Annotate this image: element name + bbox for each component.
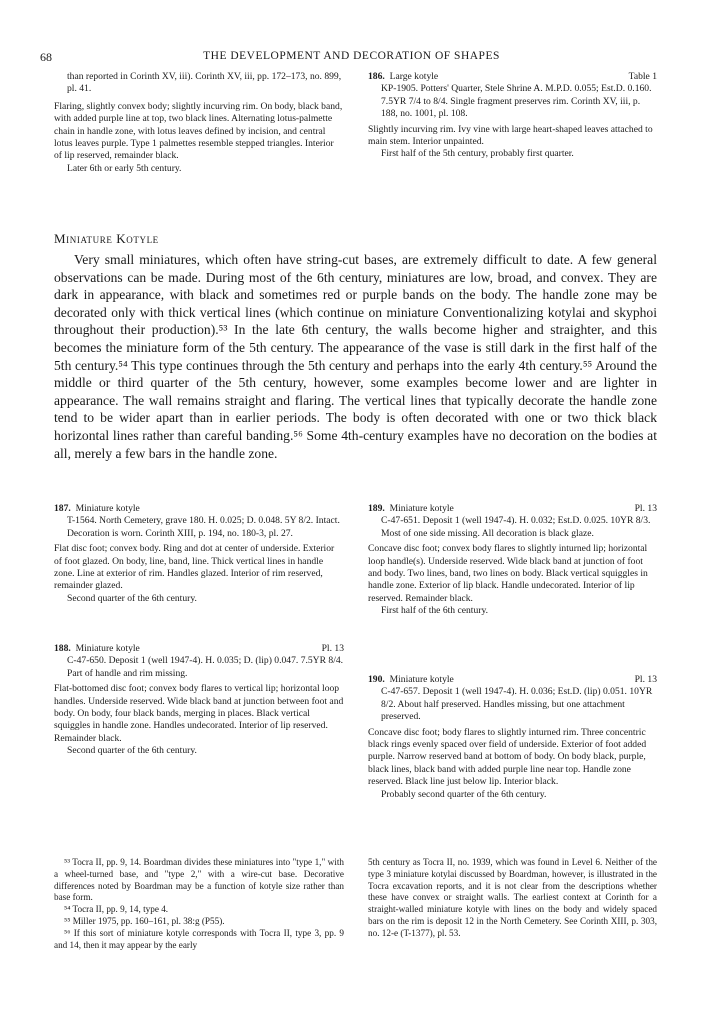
footnotes-left xyxy=(54,857,344,951)
top-left-column xyxy=(54,71,344,175)
entry-date: First half of the 5th century, probably first quarter. xyxy=(381,148,574,160)
entry-heading xyxy=(368,503,657,515)
entry-heading xyxy=(54,643,344,655)
catalog-entry-187 xyxy=(54,503,344,605)
entry-number: 187. xyxy=(54,503,71,514)
entry-meta: C-47-650. Deposit 1 (well 1947-4). H. 0.035; D. (lip) 0.047. 7.5YR 8/4. Part of handle and rim missing. xyxy=(67,655,344,679)
entry-number: 188. xyxy=(54,643,71,654)
entry-date: First half of the 6th century. xyxy=(381,605,489,617)
entry-heading xyxy=(368,674,657,686)
footnote-56: ⁵⁶ If this sort of miniature kotyle corresponds with Tocra II, type 3, pp. 9 and 14, then it may appear by the early xyxy=(54,927,344,950)
entry-plate: Pl. 13 xyxy=(634,503,657,514)
footnote-55: ⁵⁵ Miller 1975, pp. 160–161, pl. 38:g (P55). xyxy=(64,915,225,926)
entry-description: Flat-bottomed disc foot; convex body flares to vertical lip; horizontal loop handles. Underside reserved. Wide black band at junction between foot and body. On body, four black bands, merging in places. Black vertical squiggles in handle zone. Handles undecorated. Interior of lip reserved. Remainder black. xyxy=(54,683,344,744)
entry-plate: Pl. 13 xyxy=(634,674,657,685)
catalog-entry-190 xyxy=(368,674,657,801)
entry-name: Large kotyle xyxy=(389,71,439,82)
entry-description: Flaring, slightly convex body; slightly incurving rim. On body, black band, with added purple line at top, two black lines. Alternating lotus-palmette chain in handle zone, with lotus leaves defined by incision, and central lotus leaves purple. Type 1 palmettes resemble stepped triangles. Interior of lip reserved, remainder black. xyxy=(54,100,343,162)
entry-meta: KP-1905. Potters' Quarter, Stele Shrine A. M.P.D. 0.055; Est.D. 0.160. 7.5YR 7/4 to 8/4. Single fragment preserves rim. Corinth XV, iii, p. 188, no. 1001, pl. 108. xyxy=(381,83,652,120)
section-heading: Miniature Kotyle xyxy=(54,231,159,246)
continued-reference: than reported in Corinth XV, iii). Corinth XV, iii, pp. 172–173, no. 899, pl. 41. xyxy=(67,71,342,95)
entry-name: Miniature kotyle xyxy=(389,674,454,685)
entry-plate: Table 1 xyxy=(628,71,657,82)
entry-description: Concave disc foot; body flares to slightly inturned rim. Three concentric black rings evenly spaced over field of underside. Exterior of foot added purple. Narrow reserved band at bottom of body. On body black, purple, black lines, black band with added purple line near top. Handle zone reserved. Black line just below lip. Interior black. xyxy=(368,726,647,788)
entry-meta: C-47-657. Deposit 1 (well 1947-4). H. 0.036; Est.D. (lip) 0.051. 10YR 8/2. About half preserved. Handles missing, but one attachment preserved. xyxy=(381,686,653,723)
entry-heading xyxy=(54,503,344,515)
entry-description: Concave disc foot; convex body flares to slightly inturned lip; horizontal loop handle(s). Underside reserved. Wide black band at junction of foot and body. Two lines, band, two lines on body. Black vertical squiggles in handle zone. Exterior of lip black. Handle undecorated. Interior of lip reserved. Remainder black. xyxy=(368,543,648,604)
entry-name: Miniature kotyle xyxy=(389,503,454,514)
entry-number: 186. xyxy=(368,71,385,82)
catalog-entry-188 xyxy=(54,643,344,758)
body-paragraph: Very small miniatures, which often have string-cut bases, are extremely difficult to date. A few general observations can be made. During most of the 6th century, miniatures are low, broad, and convex. They are dark in appearance, with black and sometimes red or purple bands on the body. The handle zone may be decorated only with thick vertical lines (which continue on miniature Conventionalizing kotylai and skyphoi throughout their production).⁵³ In the late 6th century, the walls become higher and straighter, and this becomes the miniature form of the 5th century. The appearance of the vase is still dark in the first half of the 5th century.⁵⁴ This type continues through the 5th century and perhaps into the early 4th century.⁵⁵ Around the middle or third quarter of the 5th century, however, some examples become lower and are lighter in appearance. The wall remains straight and flaring. The vertical lines that typically decorate the handle zone tend to be wider apart than in earlier periods. The body is often decorated with one or two thick black horizontal lines rather than careful banding.⁵⁶ Some 4th-century examples have no decoration on the bodies at all, merely a few bars in the handle zone. xyxy=(54,252,657,461)
entry-meta: C-47-651. Deposit 1 (well 1947-4). H. 0.032; Est.D. 0.025. 10YR 8/3. Most of one side missing. All decoration is black glaze. xyxy=(381,515,651,539)
running-title: THE DEVELOPMENT AND DECORATION OF SHAPES xyxy=(203,50,500,62)
body-text xyxy=(54,251,657,462)
entry-date: Second quarter of the 6th century. xyxy=(67,745,197,757)
entry-date: Second quarter of the 6th century. xyxy=(67,592,197,604)
entry-heading xyxy=(368,71,657,83)
entry-date: Probably second quarter of the 6th century. xyxy=(381,788,547,800)
entry-meta: T-1564. North Cemetery, grave 180. H. 0.025; D. 0.048. 5Y 8/2. Intact. Decoration is worn. Corinth XIII, p. 194, no. 180-3, pl. 27. xyxy=(67,515,340,539)
catalog-entry-189 xyxy=(368,503,657,618)
catalog-entry-186 xyxy=(368,71,657,161)
entry-name: Miniature kotyle xyxy=(75,643,140,654)
footnote-53: ⁵³ Tocra II, pp. 9, 14. Boardman divides these miniatures into "type 1," with a wheel-turned base, and "type 2," with a wire-cut base. Decorative differences noted by Boardman may be a function of kotyle size rather than base form. xyxy=(54,857,344,903)
entry-description: Flat disc foot; convex body. Ring and dot at center of underside. Exterior of foot glazed. On body, line, band, line. Thick vertical lines in handle zone. Line at exterior of rim. Handles glazed. Interior of rim reserved, remainder glazed. xyxy=(54,543,335,592)
footnote-56-continued: 5th century as Tocra II, no. 1939, which was found in Level 6. Neither of the type 3 miniature kotylai discussed by Boardman, however, is illustrated in the Tocra excavation reports, and it is not clear from the descriptions whether these have convex or straight walls. The earliest context at Corinth for a straight-walled miniature kotyle with lines on the body and widely spaced bars on the rim is deposit 12 in the North Cemetery. See Corinth XIII, p. 303, no. 12-e (T-1377), pl. 53. xyxy=(368,857,657,938)
entry-date: Later 6th or early 5th century. xyxy=(67,162,182,174)
entry-number: 190. xyxy=(368,674,385,685)
entry-name: Miniature kotyle xyxy=(75,503,140,514)
page-number: 68 xyxy=(40,50,52,64)
entry-plate: Pl. 13 xyxy=(321,643,344,654)
entry-number: 189. xyxy=(368,503,385,514)
footnotes-right xyxy=(368,857,657,940)
entry-description: Slightly incurving rim. Ivy vine with large heart-shaped leaves attached to main stem. Interior unpainted. xyxy=(368,123,653,148)
footnote-54: ⁵⁴ Tocra II, pp. 9, 14, type 4. xyxy=(64,904,169,915)
